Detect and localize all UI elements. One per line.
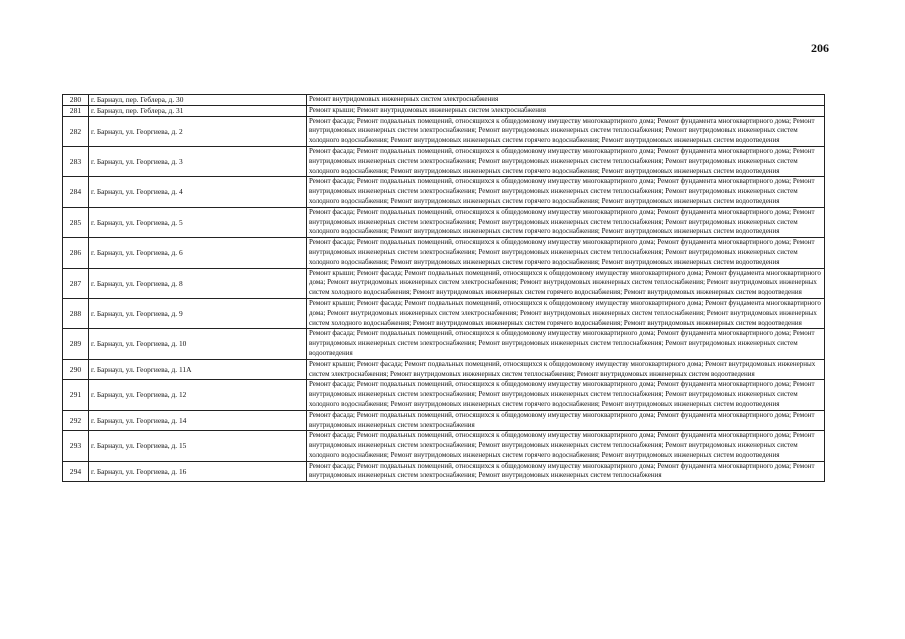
page-number: 206 bbox=[811, 41, 829, 55]
row-address: г. Барнаул, ул. Георгиева, д. 12 bbox=[89, 380, 307, 410]
row-address: г. Барнаул, ул. Георгиева, д. 8 bbox=[89, 268, 307, 298]
row-works: Ремонт крыши; Ремонт фасада; Ремонт подвальных помещений, относящихся к общедомовому имуществу многоквартирного дома; Ремонт фундамента многоквартирного дома; Ремонт внутридомовых инженерных систем электроснабжения; Ремонт внутридомовых инженерных систем теплоснабжения; Ремонт внутридомовых инженерных систем холодного водоснабжения; Ремонт внутридомовых инженерных систем горячего водоснабжения; Ремонт внутридомовых инженерных систем водоотведения bbox=[307, 268, 825, 298]
table-row bbox=[63, 380, 825, 410]
table-row bbox=[63, 177, 825, 207]
table-row bbox=[63, 105, 825, 116]
row-address: г. Барнаул, ул. Георгиева, д. 10 bbox=[89, 329, 307, 359]
row-works: Ремонт фасада; Ремонт подвальных помещений, относящихся к общедомовому имуществу многоквартирного дома; Ремонт фундамента многоквартирного дома; Ремонт внутридомовых инженерных систем электроснабжения; Ремонт внутридомовых инженерных систем теплоснабжения; Ремонт внутридомовых инженерных систем холодного водоснабжения; Ремонт внутридомовых инженерных систем горячего водоснабжения; Ремонт внутридомовых инженерных систем водоотведения bbox=[307, 116, 825, 146]
table-row bbox=[63, 461, 825, 482]
row-works: Ремонт крыши; Ремонт фасада; Ремонт подвальных помещений, относящихся к общедомовому имуществу многоквартирного дома; Ремонт фундамента многоквартирного дома; Ремонт внутридомовых инженерных систем электроснабжения; Ремонт внутридомовых инженерных систем теплоснабжения; Ремонт внутридомовых инженерных систем холодного водоснабжения; Ремонт внутридомовых инженерных систем горячего водоснабжения; Ремонт внутридомовых инженерных систем водоотведения bbox=[307, 298, 825, 328]
row-address: г. Барнаул, ул. Георгиева, д. 16 bbox=[89, 461, 307, 482]
row-number: 285 bbox=[63, 207, 89, 237]
table-row bbox=[63, 431, 825, 461]
repair-register-table bbox=[62, 94, 825, 482]
row-works: Ремонт фасада; Ремонт подвальных помещений, относящихся к общедомовому имуществу многоквартирного дома; Ремонт фундамента многоквартирного дома; Ремонт внутридомовых инженерных систем электроснабжения; Ремонт внутридомовых инженерных систем теплоснабжения; Ремонт внутридомовых инженерных систем холодного водоснабжения; Ремонт внутридомовых инженерных систем горячего водоснабжения; Ремонт внутридомовых инженерных систем водоотведения bbox=[307, 380, 825, 410]
row-works: Ремонт фасада; Ремонт подвальных помещений, относящихся к общедомовому имуществу многоквартирного дома; Ремонт фундамента многоквартирного дома; Ремонт внутридомовых инженерных систем электроснабжения; Ремонт внутридомовых инженерных систем теплоснабжения; Ремонт внутридомовых инженерных систем холодного водоснабжения; Ремонт внутридомовых инженерных систем горячего водоснабжения; Ремонт внутридомовых инженерных систем водоотведения bbox=[307, 146, 825, 176]
row-address: г. Барнаул, ул. Георгиева, д. 11А bbox=[89, 359, 307, 380]
row-address: г. Барнаул, ул. Георгиева, д. 2 bbox=[89, 116, 307, 146]
row-address: г. Барнаул, пер. Геблера, д. 31 bbox=[89, 105, 307, 116]
row-number: 284 bbox=[63, 177, 89, 207]
row-works: Ремонт крыши; Ремонт внутридомовых инженерных систем электроснабжения bbox=[307, 105, 825, 116]
table-row bbox=[63, 238, 825, 268]
table-row bbox=[63, 146, 825, 176]
row-number: 283 bbox=[63, 146, 89, 176]
row-works: Ремонт фасада; Ремонт подвальных помещений, относящихся к общедомовому имуществу многоквартирного дома; Ремонт фундамента многоквартирного дома; Ремонт внутридомовых инженерных систем электроснабжения; Ремонт внутридомовых инженерных систем теплоснабжения; Ремонт внутридомовых инженерных систем холодного водоснабжения; Ремонт внутридомовых инженерных систем горячего водоснабжения; Ремонт внутридомовых инженерных систем водоотведения bbox=[307, 177, 825, 207]
row-works: Ремонт фасада; Ремонт подвальных помещений, относящихся к общедомовому имуществу многоквартирного дома; Ремонт фундамента многоквартирного дома; Ремонт внутридомовых инженерных систем электроснабжения; Ремонт внутридомовых инженерных систем теплоснабжения; Ремонт внутридомовых инженерных систем холодного водоснабжения; Ремонт внутридомовых инженерных систем горячего водоснабжения; Ремонт внутридомовых инженерных систем водоотведения bbox=[307, 431, 825, 461]
row-works: Ремонт фасада; Ремонт подвальных помещений, относящихся к общедомовому имуществу многоквартирного дома; Ремонт фундамента многоквартирного дома; Ремонт внутридомовых инженерных систем электроснабжения; Ремонт внутридомовых инженерных систем теплоснабжения; Ремонт внутридомовых инженерных систем водоотведения bbox=[307, 329, 825, 359]
row-address: г. Барнаул, ул. Георгиева, д. 15 bbox=[89, 431, 307, 461]
table-row bbox=[63, 268, 825, 298]
row-number: 293 bbox=[63, 431, 89, 461]
row-works: Ремонт внутридомовых инженерных систем электроснабжения bbox=[307, 95, 825, 106]
row-number: 280 bbox=[63, 95, 89, 106]
row-works: Ремонт фасада; Ремонт подвальных помещений, относящихся к общедомовому имуществу многоквартирного дома; Ремонт фундамента многоквартирного дома; Ремонт внутридомовых инженерных систем электроснабжения; Ремонт внутридомовых инженерных систем теплоснабжения; Ремонт внутридомовых инженерных систем холодного водоснабжения; Ремонт внутридомовых инженерных систем горячего водоснабжения; Ремонт внутридомовых инженерных систем водоотведения bbox=[307, 238, 825, 268]
table-row bbox=[63, 359, 825, 380]
table-row bbox=[63, 329, 825, 359]
row-number: 282 bbox=[63, 116, 89, 146]
row-number: 288 bbox=[63, 298, 89, 328]
table-row bbox=[63, 410, 825, 431]
row-address: г. Барнаул, ул. Георгиева, д. 4 bbox=[89, 177, 307, 207]
row-address: г. Барнаул, ул. Георгиева, д. 3 bbox=[89, 146, 307, 176]
row-works: Ремонт фасада; Ремонт подвальных помещений, относящихся к общедомовому имуществу многоквартирного дома; Ремонт фундамента многоквартирного дома; Ремонт внутридомовых инженерных систем электроснабжения; Ремонт внутридомовых инженерных систем теплоснабжения; Ремонт внутридомовых инженерных систем холодного водоснабжения; Ремонт внутридомовых инженерных систем горячего водоснабжения; Ремонт внутридомовых инженерных систем водоотведения bbox=[307, 207, 825, 237]
row-address: г. Барнаул, пер. Геблера, д. 30 bbox=[89, 95, 307, 106]
row-number: 287 bbox=[63, 268, 89, 298]
row-number: 290 bbox=[63, 359, 89, 380]
row-address: г. Барнаул, ул. Георгиева, д. 5 bbox=[89, 207, 307, 237]
row-address: г. Барнаул, ул. Георгиева, д. 14 bbox=[89, 410, 307, 431]
row-number: 289 bbox=[63, 329, 89, 359]
row-works: Ремонт крыши; Ремонт фасада; Ремонт подвальных помещений, относящихся к общедомовому имуществу многоквартирного дома; Ремонт внутридомовых инженерных систем электроснабжения; Ремонт внутридомовых инженерных систем теплоснабжения; Ремонт внутридомовых инженерных систем водоотведения bbox=[307, 359, 825, 380]
row-works: Ремонт фасада; Ремонт подвальных помещений, относящихся к общедомовому имуществу многоквартирного дома; Ремонт фундамента многоквартирного дома; Ремонт внутридомовых инженерных систем электроснабжения bbox=[307, 410, 825, 431]
row-address: г. Барнаул, ул. Георгиева, д. 9 bbox=[89, 298, 307, 328]
table-row bbox=[63, 116, 825, 146]
row-number: 286 bbox=[63, 238, 89, 268]
row-address: г. Барнаул, ул. Георгиева, д. 6 bbox=[89, 238, 307, 268]
row-number: 291 bbox=[63, 380, 89, 410]
table-row bbox=[63, 298, 825, 328]
row-works: Ремонт фасада; Ремонт подвальных помещений, относящихся к общедомовому имуществу многоквартирного дома; Ремонт фундамента многоквартирного дома; Ремонт внутридомовых инженерных систем электроснабжения; Ремонт внутридомовых инженерных систем теплоснабжения bbox=[307, 461, 825, 482]
row-number: 281 bbox=[63, 105, 89, 116]
row-number: 292 bbox=[63, 410, 89, 431]
row-number: 294 bbox=[63, 461, 89, 482]
table-row bbox=[63, 207, 825, 237]
table-row bbox=[63, 95, 825, 106]
